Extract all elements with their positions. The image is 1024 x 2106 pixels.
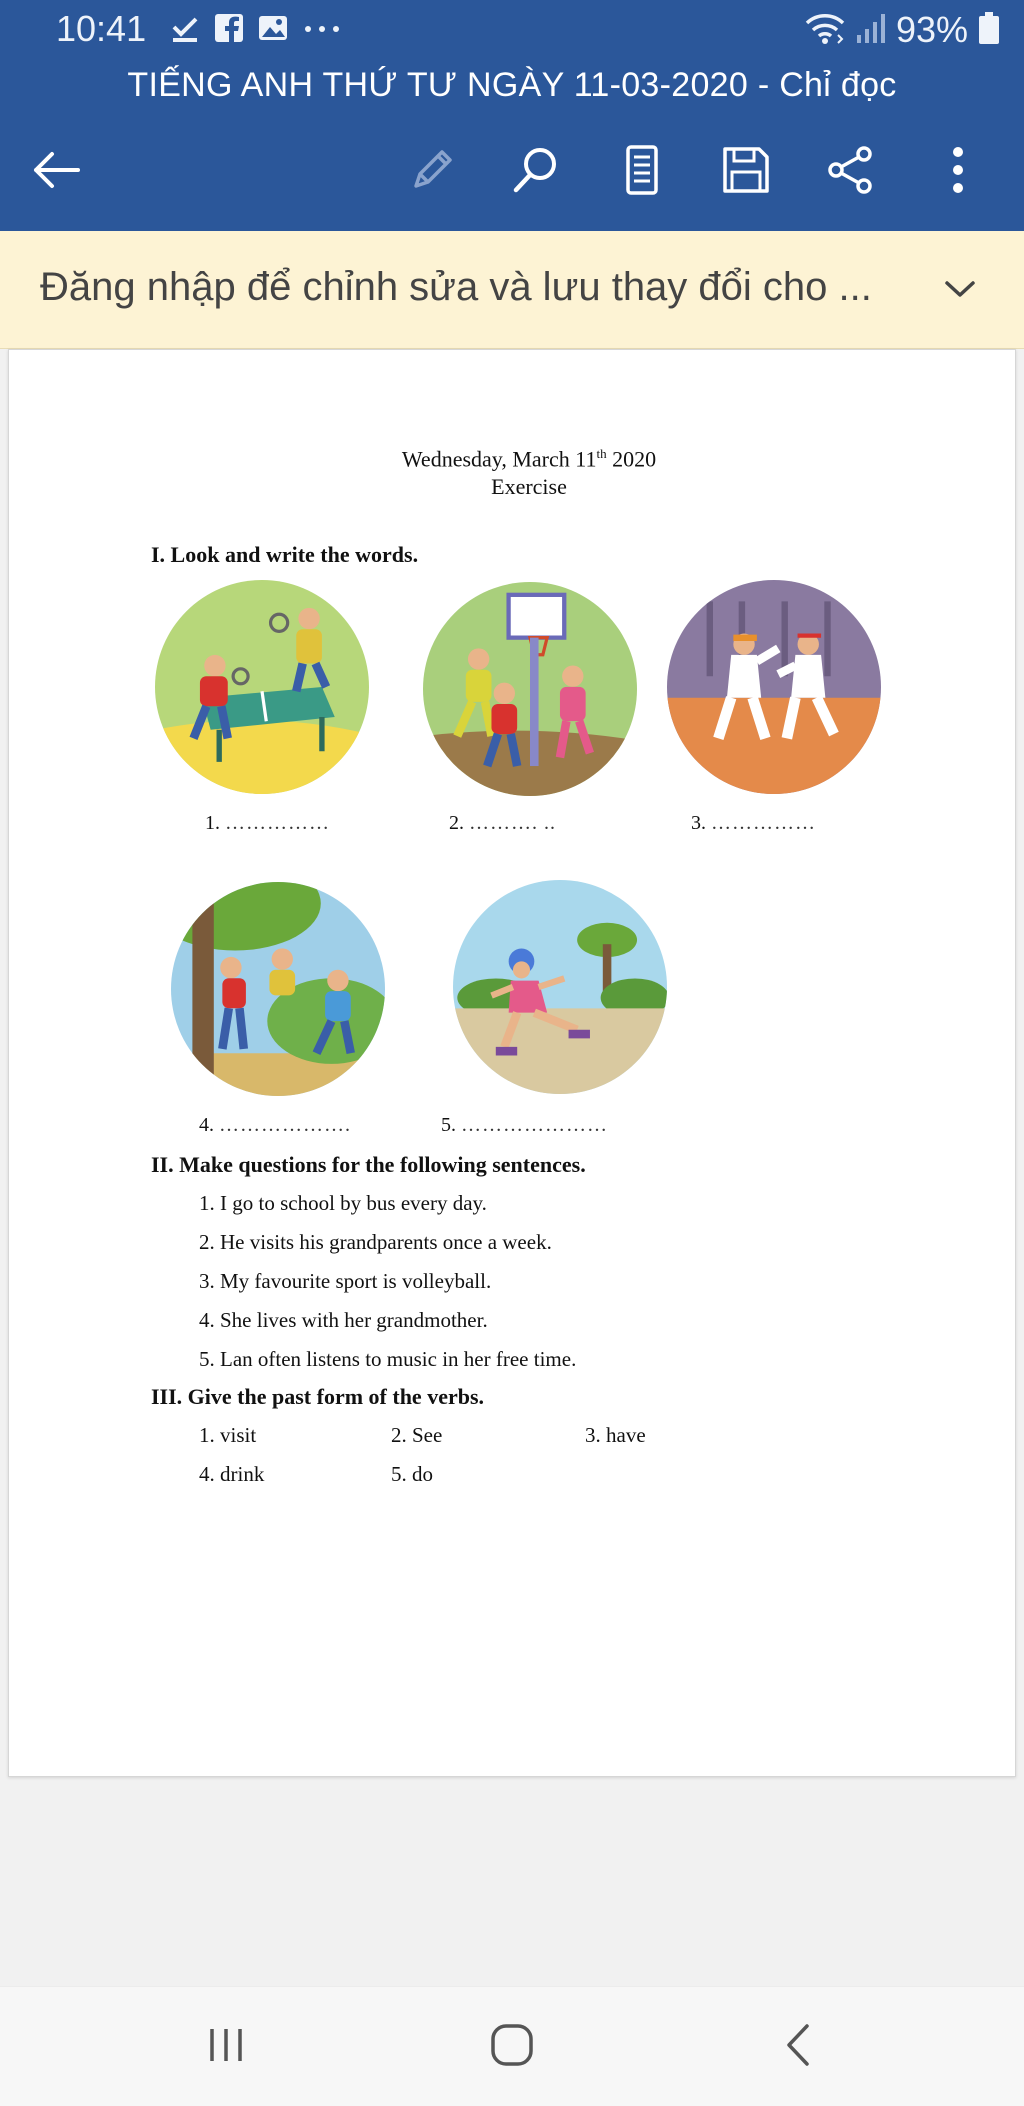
blank-dots: ……………: [711, 812, 816, 834]
mobile-view-button[interactable]: [610, 140, 674, 204]
back-arrow-icon: [30, 150, 82, 195]
question-item: 4. She lives with her grandmother.: [199, 1308, 488, 1332]
save-button[interactable]: [714, 140, 778, 204]
recent-apps-button[interactable]: [190, 2015, 262, 2079]
document-page[interactable]: [8, 349, 1016, 1777]
home-button[interactable]: [476, 2015, 548, 2079]
sign-in-banner-text: Đăng nhập để chỉnh sửa và lưu thay đổi cho ...: [40, 265, 872, 309]
blank-number: 2.: [449, 812, 464, 834]
verb-item: 3. have: [585, 1423, 646, 1447]
blank-dots: …………………: [461, 1114, 608, 1136]
save-icon: [721, 145, 771, 200]
blank-dots: ……………….: [219, 1114, 351, 1136]
blank-3: [691, 812, 816, 835]
chevron-down-icon: [944, 279, 976, 304]
blank-dots: ……………: [225, 812, 330, 834]
wifi-icon: [804, 11, 846, 50]
status-system-icons: [804, 8, 1000, 52]
share-icon: [824, 144, 876, 201]
recent-apps-icon: [204, 2025, 248, 2070]
blank-1: [205, 812, 330, 835]
question-item: 2. He visits his grandparents once a week.: [199, 1230, 552, 1254]
blank-number: 4.: [199, 1114, 214, 1136]
more-dots-icon: [302, 13, 342, 48]
verb-item: 1. visit: [199, 1423, 257, 1447]
hide-and-seek-picture: [171, 882, 385, 1096]
section-2-title: II. Make questions for the following sentences.: [151, 1152, 586, 1177]
signal-icon: [856, 11, 886, 50]
date-suffix-sup: th: [596, 446, 607, 461]
question-item: 5. Lan often listens to music in her free time.: [199, 1347, 577, 1371]
karate-picture: [667, 580, 881, 794]
blank-number: 1.: [205, 812, 220, 834]
date-prefix: Wednesday, March 11: [401, 446, 597, 472]
document-content: [9, 350, 1017, 1778]
mobile-view-icon: [622, 144, 662, 201]
status-time: 10:41: [56, 8, 147, 49]
home-icon: [489, 2022, 535, 2073]
document-date: [9, 446, 1017, 472]
back-button[interactable]: [24, 140, 88, 204]
table-tennis-picture: [155, 580, 369, 794]
blank-dots: ………. ..: [469, 812, 556, 834]
edit-button[interactable]: [400, 140, 464, 204]
blank-2: [449, 812, 556, 835]
system-back-button[interactable]: [762, 2015, 834, 2079]
share-button[interactable]: [818, 140, 882, 204]
verb-item: 5. do: [391, 1462, 433, 1486]
section-3-title: III. Give the past form of the verbs.: [151, 1384, 485, 1409]
roller-skating-picture: [453, 880, 667, 1094]
blank-5: [441, 1114, 608, 1137]
exercise-heading: Exercise: [491, 474, 567, 499]
blank-number: 5.: [441, 1114, 456, 1136]
edit-pencil-icon: [406, 144, 458, 201]
expand-banner-button[interactable]: [936, 267, 984, 315]
more-options-button[interactable]: [926, 140, 990, 204]
date-year: 2020: [606, 446, 657, 472]
system-nav-bar: [0, 1986, 1024, 2106]
gallery-icon: [258, 13, 288, 48]
question-item: 3. My favourite sport is volleyball.: [199, 1269, 492, 1293]
battery-icon: [978, 11, 1000, 50]
verb-item: 2. See: [391, 1423, 443, 1447]
app-bar: [0, 0, 1024, 231]
search-icon: [510, 144, 562, 201]
status-bar: [0, 0, 1024, 60]
more-vertical-icon: [948, 144, 968, 201]
download-check-icon: [170, 13, 200, 48]
search-button[interactable]: [504, 140, 568, 204]
blank-4: [199, 1114, 351, 1137]
battery-percent: 93%: [895, 9, 968, 50]
blank-number: 3.: [691, 812, 706, 834]
status-notification-icons: [170, 12, 342, 48]
basketball-picture: [423, 582, 637, 796]
document-title: TIẾNG ANH THỨ TƯ NGÀY 11-03-2020 - Chỉ đọc: [127, 66, 897, 104]
facebook-icon: [214, 13, 244, 48]
section-1-title: I. Look and write the words.: [151, 542, 419, 567]
sign-in-banner[interactable]: [0, 231, 1024, 349]
back-icon: [783, 2022, 813, 2073]
question-item: 1. I go to school by bus every day.: [199, 1191, 487, 1215]
verb-item: 4. drink: [199, 1462, 265, 1486]
